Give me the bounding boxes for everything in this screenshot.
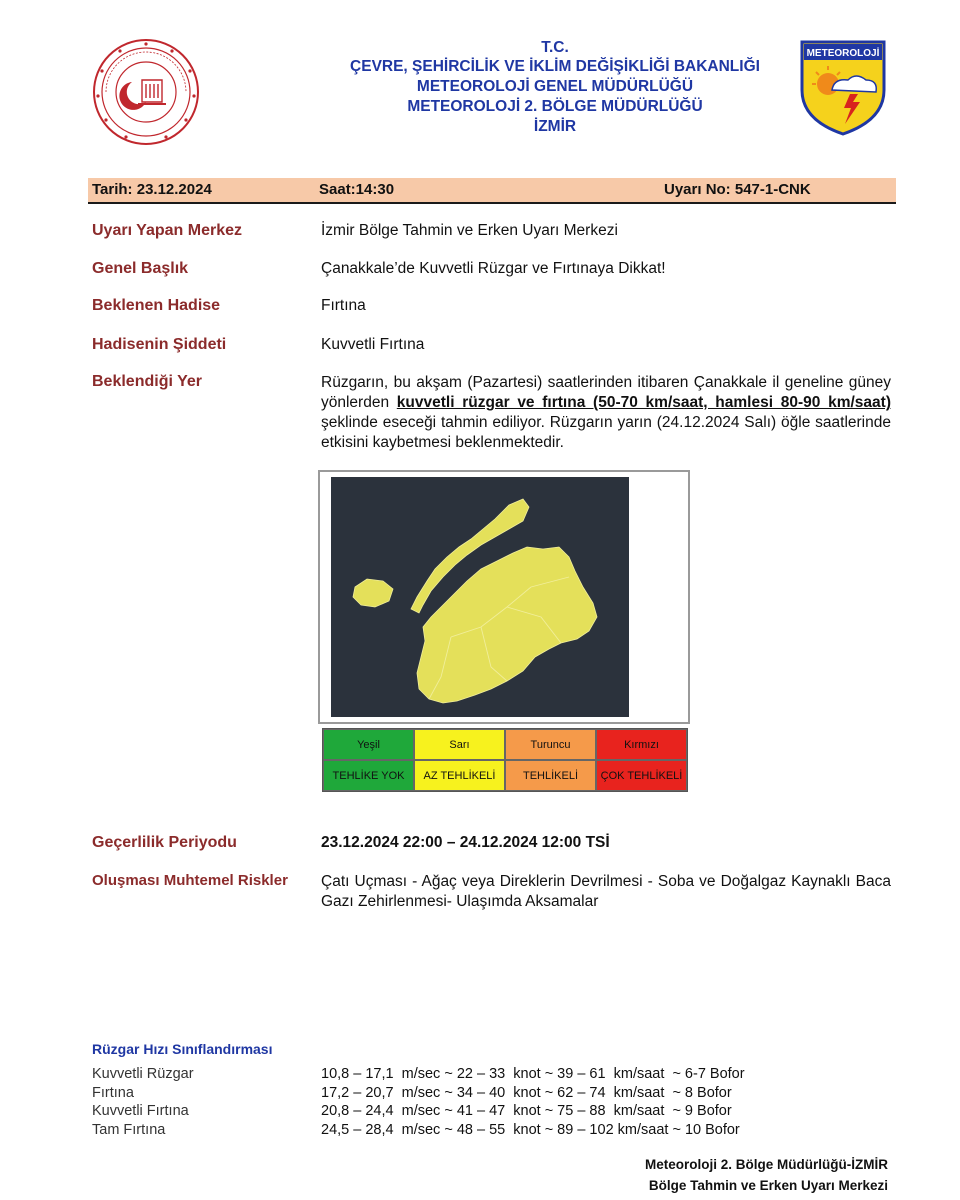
period-value: 23.12.2024 22:00 – 24.12.2024 12:00 TSİ	[321, 834, 610, 851]
header-general-directorate: METEOROLOJİ GENEL MÜDÜRLÜĞÜ	[416, 78, 694, 95]
event-label: Beklenen Hadise	[92, 297, 221, 314]
wind-row-value: 24,5 – 28,4 m/sec ~ 48 – 55 knot ~ 89 – 102 km/saat ~ 10 Bofor	[321, 1122, 740, 1138]
legend-green-name: Yeşil	[323, 729, 414, 760]
legend-red-level: ÇOK TEHLİKELİ	[596, 760, 687, 791]
title-label: Genel Başlık	[92, 260, 189, 277]
warning-number-text: Uyarı No: 547-1-CNK	[664, 181, 811, 198]
center-label: Uyarı Yapan Merkez	[92, 222, 243, 239]
center-value: İzmir Bölge Tahmin ve Erken Uyarı Merkezi	[321, 222, 618, 239]
legend-orange-level: TEHLİKELİ	[505, 760, 596, 791]
place-label: Beklendiği Yer	[92, 373, 202, 390]
info-bar	[88, 178, 896, 204]
wind-row-name: Tam Fırtına	[92, 1122, 166, 1138]
header-regional-directorate: METEOROLOJİ 2. BÖLGE MÜDÜRLÜĞÜ	[407, 98, 703, 115]
place-text-2: şeklinde eseceği tahmin ediliyor. Rüzgarın yarın (24.12.2024 Salı) öğle saatlerinde etkisini kaybetmesi beklenmektedir.	[321, 414, 891, 451]
severity-label: Hadisenin Şiddeti	[92, 336, 227, 353]
footer-line-1: Meteoroloji 2. Bölge Müdürlüğü-İZMİR	[645, 1157, 888, 1172]
risks-label: Oluşması Muhtemel Riskler	[92, 872, 288, 889]
legend-red-name: Kırmızı	[596, 729, 687, 760]
date-text: Tarih: 23.12.2024	[92, 181, 212, 198]
legend-yellow-name: Sarı	[414, 729, 505, 760]
wind-row-name: Kuvvetli Fırtına	[92, 1103, 189, 1119]
wind-row-value: 20,8 – 24,4 m/sec ~ 41 – 47 knot ~ 75 – 88 km/saat ~ 9 Bofor	[321, 1103, 732, 1119]
wind-row-value: 17,2 – 20,7 m/sec ~ 34 – 40 knot ~ 62 – 74 km/saat ~ 8 Bofor	[321, 1085, 732, 1101]
period-label: Geçerlilik Periyodu	[92, 834, 237, 851]
time-text: Saat:14:30	[319, 181, 395, 198]
severity-value: Kuvvetli Fırtına	[321, 336, 425, 353]
warning-color-legend	[322, 728, 688, 792]
place-text-1: Rüzgarın, bu akşam (Pazartesi) saatlerinden itibaren Çanakkale il geneline güney yönlerden	[321, 374, 891, 411]
legend-green-level: TEHLİKE YOK	[323, 760, 414, 791]
place-text-bold: kuvvetli rüzgar ve fırtına (50-70 km/saat, hamlesi 80-90 km/saat)	[396, 394, 891, 411]
legend-orange-name: Turuncu	[505, 729, 596, 760]
header-ministry: ÇEVRE, ŞEHİRCİLİK VE İKLİM DEĞİŞİKLİĞİ BAKANLIĞI	[350, 58, 760, 75]
risks-value: Çatı Uçması - Ağaç veya Direklerin Devrilmesi - Soba ve Doğalgaz Kaynaklı Baca Gazı Zehirlenmesi- Ulaşımda Aksamalar	[321, 873, 891, 910]
canakkale-warning-map	[331, 477, 629, 717]
wind-row-name: Fırtına	[92, 1085, 134, 1101]
wind-classification-title: Rüzgar Hızı Sınıflandırması	[92, 1041, 273, 1057]
place-paragraph	[321, 373, 891, 453]
meteoroloji-shield-logo	[798, 38, 888, 136]
wind-row-value: 10,8 – 17,1 m/sec ~ 22 – 33 knot ~ 39 – 61 km/saat ~ 6-7 Bofor	[321, 1066, 745, 1082]
footer-line-2: Bölge Tahmin ve Erken Uyarı Merkezi	[648, 1178, 888, 1193]
title-value: Çanakkale’de Kuvvetli Rüzgar ve Fırtınaya Dikkat!	[321, 260, 666, 277]
header-line-tc: T.C.	[541, 39, 569, 56]
logo-text: METEOROLOJİ	[806, 48, 880, 59]
event-value: Fırtına	[321, 297, 366, 314]
legend-yellow-level: AZ TEHLİKELİ	[414, 760, 505, 791]
wind-row-name: Kuvvetli Rüzgar	[92, 1066, 194, 1082]
ministry-seal-logo	[92, 38, 200, 146]
header-city: İZMİR	[533, 118, 577, 135]
